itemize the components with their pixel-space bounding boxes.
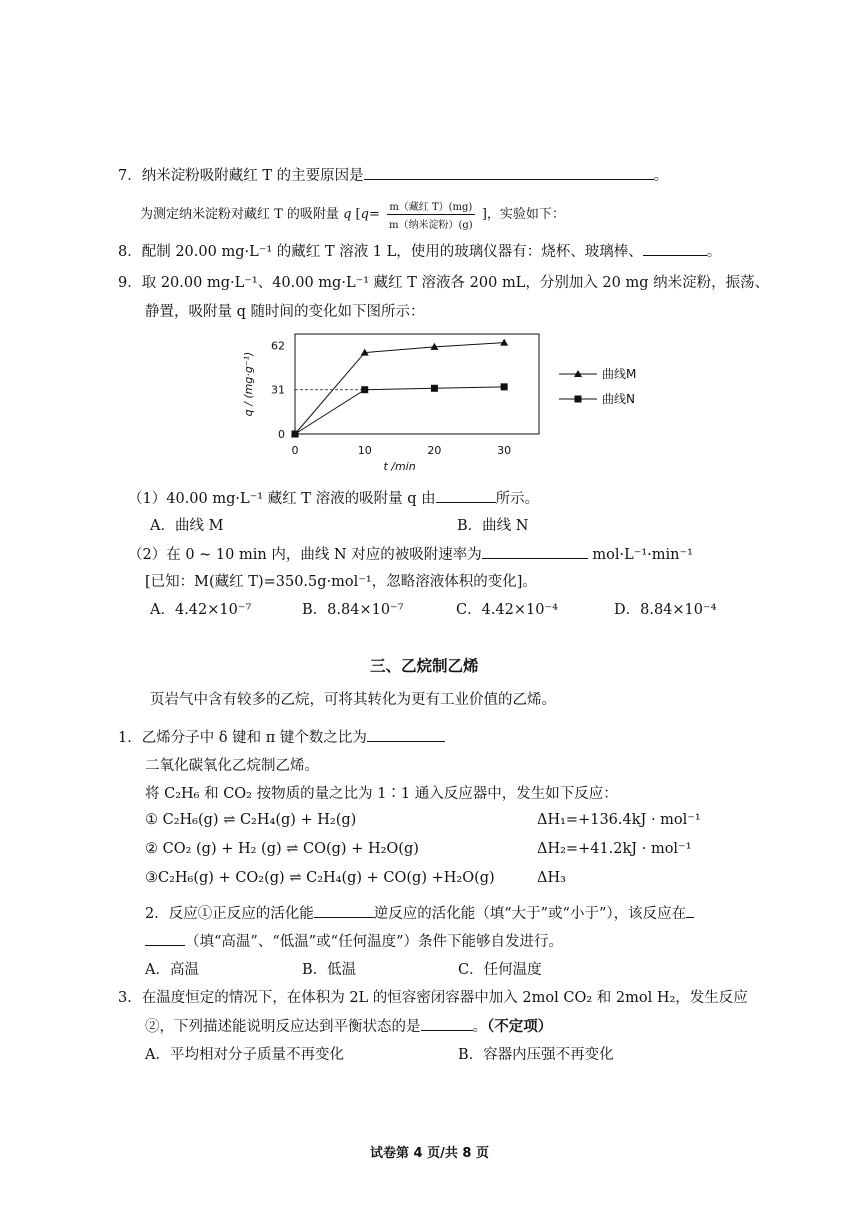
option-b-curve-n[interactable]: B．曲线 N (457, 518, 529, 534)
page-footer: 试卷第 4 页/共 8 页 (370, 1146, 489, 1161)
series-line-m (295, 343, 504, 434)
option-c-rate[interactable]: C．4.42×10⁻⁴ (456, 602, 558, 618)
data-point-square (292, 431, 299, 438)
problem-2-line1 (145, 902, 694, 923)
answer-blank[interactable] (643, 241, 707, 256)
sub-question-1-end: 所示。 (495, 491, 540, 507)
answer-blank[interactable] (482, 544, 588, 559)
option-c-any-temp[interactable]: C．任何温度 (458, 962, 542, 978)
problem-3-line1: 3．在温度恒定的情况下，在体积为 2L 的恒容密闭容器中加入 2mol CO₂ 和 2mol H₂，发生反应 (118, 990, 748, 1006)
x-tick-label: 10 (357, 444, 372, 457)
option-a-curve-m[interactable]: A．曲线 M (150, 518, 224, 534)
intro-q-symbol: q (343, 207, 352, 222)
intro-q-equals: q= (360, 207, 380, 222)
x-tick-label: 0 (291, 444, 299, 457)
question-7-text: 7．纳米淀粉吸附藏红 T 的主要原因是 (118, 168, 364, 184)
equilibrium-arrow-icon: ⇌ (286, 841, 299, 857)
problem-2-text-b: 逆反应的活化能（填“大于”或“小于”），该反应在 (373, 906, 687, 922)
sub-question-2 (128, 543, 693, 564)
option-b-rate[interactable]: B．8.84×10⁻⁷ (302, 602, 404, 618)
intro-bracket: [ (355, 207, 361, 222)
problem-1-text: 1．乙烯分子中 δ 键和 π 键个数之比为 (118, 730, 367, 746)
co2-method-description: 将 C₂H₆ 和 CO₂ 按物质的量之比为 1∶1 通入反应器中，发生如下反应： (145, 786, 618, 802)
answer-blank[interactable] (421, 1016, 473, 1031)
reaction-1-enthalpy: ΔH₁=+136.4kJ · mol⁻¹ (537, 812, 701, 828)
fraction-denominator: m（纳米淀粉）(g) (388, 220, 473, 231)
problem-3-text: ②，下列描述能说明反应达到平衡状态的是 (145, 1019, 421, 1035)
data-point-triangle (500, 339, 508, 346)
adsorption-fraction (387, 198, 475, 231)
multiple-choice-tag: （不定项） (487, 1018, 553, 1035)
reaction-3-products: C₂H₄(g) + CO(g) +H₂O(g) (306, 870, 495, 886)
legend-marker-square (575, 396, 582, 403)
section-title: 三、乙烷制乙烯 (370, 657, 479, 675)
equilibrium-arrow-icon: ⇌ (289, 870, 302, 886)
reaction-2 (145, 841, 419, 857)
sub-question-1 (128, 487, 539, 508)
y-tick-label: 31 (271, 383, 285, 397)
measurement-intro (140, 198, 565, 231)
x-tick-label: 20 (427, 444, 442, 457)
data-point-square (431, 385, 438, 392)
question-8 (118, 240, 721, 261)
option-b-pressure[interactable]: B．容器内压强不再变化 (458, 1047, 614, 1063)
reaction-3-enthalpy: ΔH₃ (537, 870, 566, 886)
reaction-1-products: C₂H₄(g) + H₂(g) (239, 812, 357, 828)
known-info: [已知：M(藏红 T)=350.5g·mol⁻¹，忽略溶液体积的变化]。 (145, 574, 537, 590)
problem-2-text-a: 2．反应①正反应的活化能 (145, 906, 314, 922)
problem-2-line2 (145, 930, 563, 951)
question-9-line1: 9．取 20.00 mg·L⁻¹、40.00 mg·L⁻¹ 藏红 T 溶液各 200 mL，分别加入 20 mg 纳米淀粉，振荡、 (118, 275, 770, 291)
intro-prefix: 为测定纳米淀粉对藏红 T 的吸附量 (140, 207, 339, 222)
question-7 (118, 164, 668, 185)
equilibrium-arrow-icon: ⇌ (223, 812, 236, 828)
y-tick-label: 0 (278, 428, 285, 441)
option-b-low-temp[interactable]: B．低温 (302, 962, 357, 978)
answer-blank[interactable] (145, 931, 185, 946)
legend-label: 曲线M (602, 367, 637, 381)
question-8-text: 8．配制 20.00 mg·L⁻¹ 的藏红 T 溶液 1 L，使用的玻璃仪器有：烧杯、玻璃棒、 (118, 244, 643, 260)
reaction-1-reactants: ① C₂H₆(g) (145, 812, 219, 828)
reaction-3-reactants: ③C₂H₆(g) + CO₂(g) (145, 870, 285, 886)
reaction-2-enthalpy: ΔH₂=+41.2kJ · mol⁻¹ (537, 841, 692, 857)
option-a-molar-mass[interactable]: A．平均相对分子质量不再变化 (145, 1047, 344, 1063)
series-line-n (295, 387, 504, 434)
problem-3-line2 (145, 1015, 552, 1036)
answer-blank[interactable] (436, 488, 496, 503)
problem-1 (118, 726, 445, 747)
y-axis-label: q / (mg·g⁻¹) (242, 351, 255, 417)
reaction-1 (145, 812, 356, 828)
answer-blank[interactable] (364, 165, 654, 180)
answer-blank[interactable] (314, 903, 374, 918)
problem-2-text-c: （填“高温”、“低温”或“任何温度”）条件下能够自发进行。 (185, 934, 563, 950)
question-8-end: 。 (706, 244, 722, 260)
answer-blank[interactable] (686, 903, 694, 918)
answer-blank[interactable] (367, 727, 445, 742)
option-a-rate[interactable]: A．4.42×10⁻⁷ (150, 602, 252, 618)
reaction-2-reactants: ② CO₂ (g) + H₂ (g) (145, 841, 282, 857)
sub-question-2-text: （2）在 0 ~ 10 min 内，曲线 N 对应的被吸附速率为 (128, 547, 482, 563)
data-point-square (361, 386, 368, 393)
reaction-2-products: CO(g) + H₂O(g) (303, 841, 419, 857)
fraction-numerator: m（藏红 T）(mg) (387, 198, 475, 215)
y-tick-label: 62 (271, 339, 285, 353)
x-tick-label: 30 (497, 444, 512, 457)
option-a-high-temp[interactable]: A．高温 (145, 962, 199, 978)
adsorption-chart (230, 326, 660, 476)
reaction-3 (145, 870, 495, 886)
intro-suffix: ]，实验如下： (481, 207, 565, 222)
question-9-line2: 静置，吸附量 q 随时间的变化如下图所示： (145, 304, 425, 320)
sub-question-1-text: （1）40.00 mg·L⁻¹ 藏红 T 溶液的吸附量 q 由 (128, 491, 436, 507)
legend-label: 曲线N (602, 392, 635, 406)
x-axis-label: t /min (383, 460, 416, 473)
data-point-square (501, 383, 508, 390)
option-d-rate[interactable]: D．8.84×10⁻⁴ (614, 602, 717, 618)
co2-method-title: 二氧化碳氧化乙烷制乙烯。 (145, 758, 319, 774)
problem-3-end: 。 (472, 1019, 487, 1035)
rate-unit: mol·L⁻¹·min⁻¹ (592, 547, 693, 563)
section-intro: 页岩气中含有较多的乙烷，可将其转化为更有工业价值的乙烯。 (150, 692, 556, 708)
question-7-end: 。 (653, 168, 669, 184)
